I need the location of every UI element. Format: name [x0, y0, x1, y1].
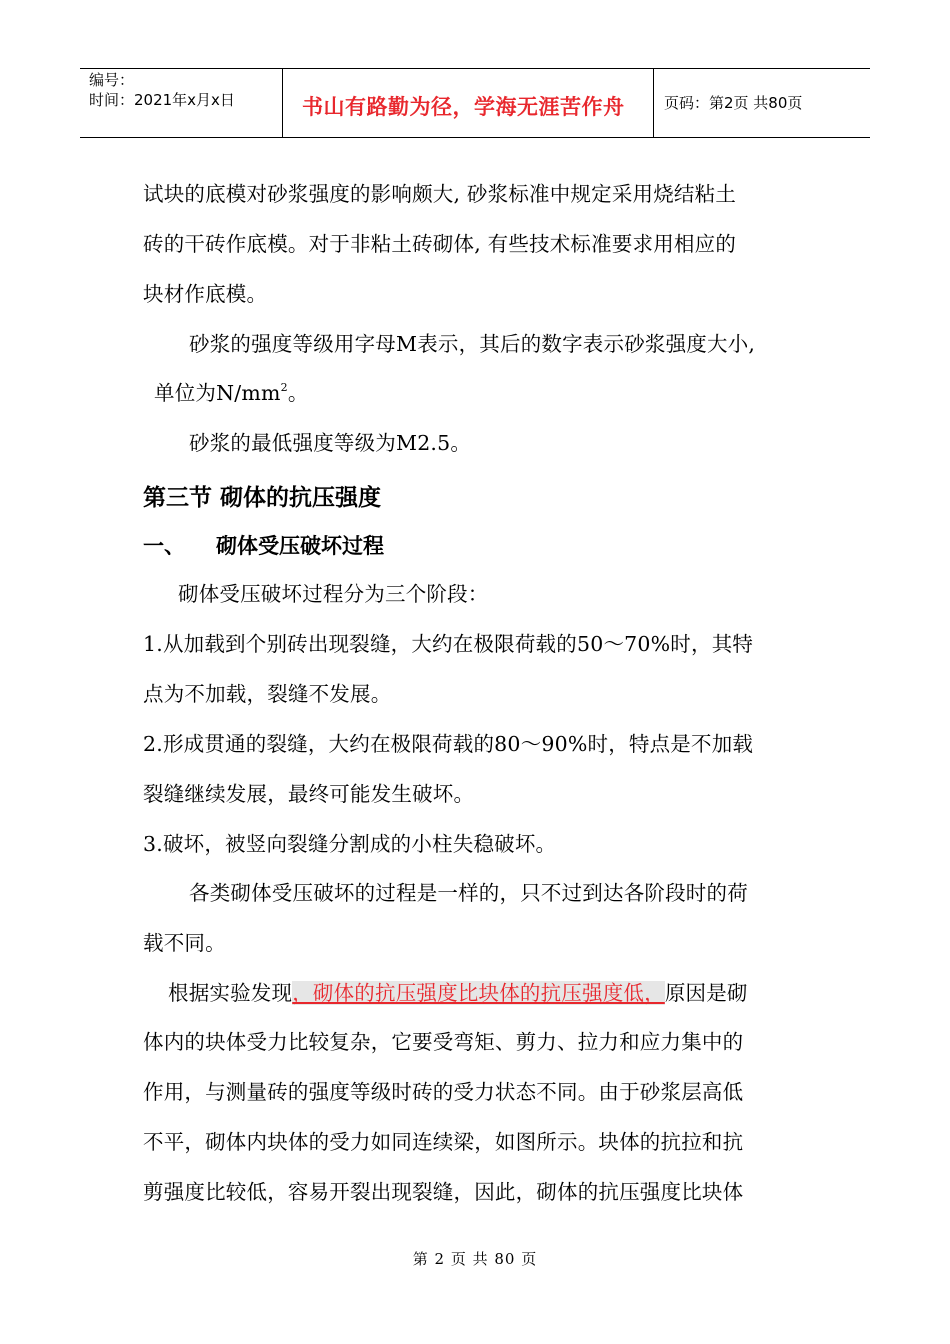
paragraph-line: 试块的底模对砂浆强度的影响颇大, 砂浆标准中规定采用烧结粘土	[143, 182, 737, 206]
header-meta-cell	[80, 69, 283, 137]
highlighted-text: ，砌体的抗压强度比块体的抗压强度低，	[292, 981, 665, 1005]
page-footer: 第 2 页 共 80 页	[412, 1250, 538, 1268]
date-label: 时间：2021年x月x日	[89, 91, 235, 109]
header-page-cell	[654, 69, 870, 137]
unit-text: 单位为N/mm	[154, 381, 281, 405]
list-item: 2.形成贯通的裂缝，大约在极限荷载的80～90%时，特点是不加载	[143, 732, 754, 756]
section-title: 第三节 砌体的抗压强度	[143, 485, 382, 511]
paragraph-line: 砖的干砖作底模。对于非粘土砖砌体, 有些技术标准要求用相应的	[143, 232, 737, 256]
subsection-number: 一、	[143, 534, 185, 558]
header-motto-cell	[282, 69, 654, 137]
number-label: 编号：	[89, 71, 135, 89]
paragraph-line: 体内的块体受力比较复杂，它要受弯矩、剪力、拉力和应力集中的	[143, 1030, 744, 1054]
list-item: 3.破坏，被竖向裂缝分割成的小柱失稳破坏。	[143, 832, 557, 856]
paragraph-line	[154, 380, 309, 406]
motto-text: 书山有路勤为径，学海无涯苦作舟	[302, 95, 625, 119]
paragraph-line: 砌体受压破坏过程分为三个阶段：	[178, 582, 489, 606]
page-header	[80, 68, 870, 138]
paragraph-line	[168, 980, 748, 1006]
subsection-title: 砌体受压破坏过程	[216, 534, 384, 558]
page-info: 页码：第2页 共80页	[664, 94, 803, 112]
unit-superscript: 2	[280, 381, 288, 394]
paragraph-line: 砂浆的强度等级用字母M表示，其后的数字表示砂浆强度大小,	[189, 332, 756, 356]
list-item: 1.从加载到个别砖出现裂缝，大约在极限荷载的50～70%时，其特	[143, 632, 754, 656]
paragraph-line: 剪强度比较低，容易开裂出现裂缝，因此，砌体的抗压强度比块体	[143, 1180, 744, 1204]
list-item-continuation: 点为不加载，裂缝不发展。	[143, 682, 392, 706]
paragraph-line: 砂浆的最低强度等级为M2.5。	[189, 431, 472, 455]
text-run: 根据实验发现	[168, 981, 293, 1005]
paragraph-line: 作用，与测量砖的强度等级时砖的受力状态不同。由于砂浆层高低	[143, 1080, 744, 1104]
paragraph-line: 不平，砌体内块体的受力如同连续梁，如图所示。块体的抗拉和抗	[143, 1130, 744, 1154]
list-item-continuation: 裂缝继续发展，最终可能发生破坏。	[143, 782, 475, 806]
paragraph-line: 块材作底模。	[143, 282, 268, 306]
text-run: 原因是砌	[664, 981, 748, 1005]
unit-suffix: 。	[287, 381, 309, 405]
paragraph-line: 载不同。	[143, 931, 226, 955]
paragraph-line: 各类砌体受压破坏的过程是一样的，只不过到达各阶段时的荷	[189, 881, 748, 905]
